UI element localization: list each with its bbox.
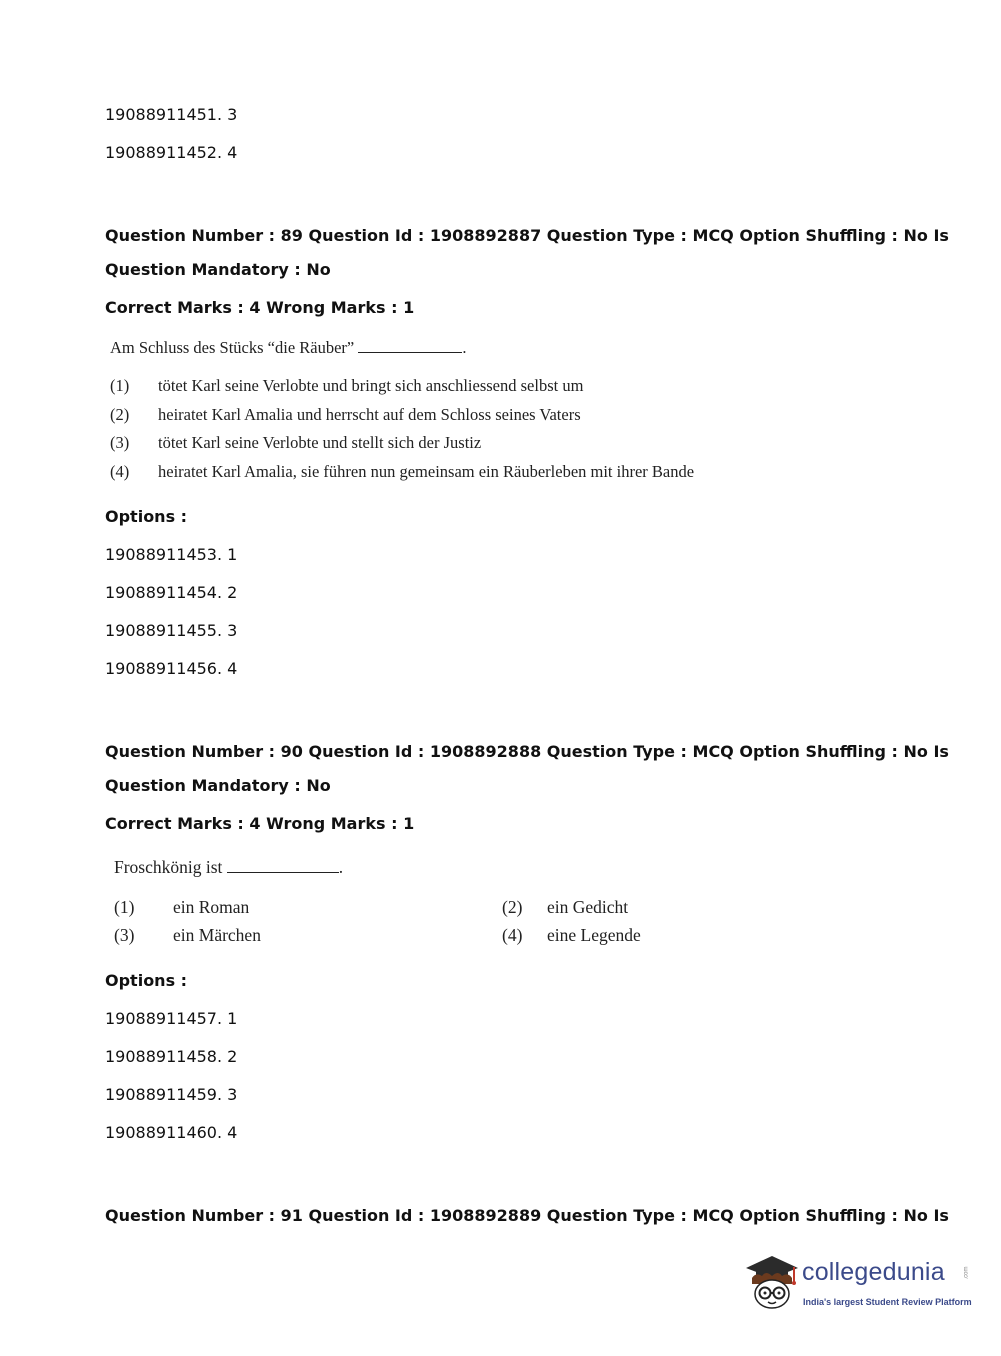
question-mandatory: Question Mandatory : No [105, 776, 331, 795]
stem-text: Am Schluss des Stücks “die Räuber” [110, 338, 355, 357]
choice-number: (3) [114, 925, 135, 945]
option-line: 19088911451. 3 [105, 105, 238, 124]
options-label: Options : [105, 507, 188, 526]
question-header: Question Number : 91 Question Id : 1908892889 Question Type : MCQ Option Shuffling : No Is [105, 1206, 949, 1225]
choice-number: (2) [110, 405, 130, 424]
logo-wordmark: collegedunia [802, 1258, 945, 1286]
choice-text: tötet Karl seine Verlobte und stellt sich der Justiz [158, 433, 482, 452]
answer-blank [358, 351, 462, 353]
options-label: Options : [105, 971, 188, 990]
question-header: Question Number : 90 Question Id : 1908892888 Question Type : MCQ Option Shuffling : No Is [105, 742, 949, 761]
option-line: 19088911455. 3 [105, 621, 238, 640]
option-line: 19088911456. 4 [105, 659, 238, 678]
choice-text: ein Gedicht [547, 897, 629, 917]
choice-text: heiratet Karl Amalia und herrscht auf dem Schloss seines Vaters [158, 405, 581, 424]
question-stem [110, 338, 467, 358]
choice-number: (4) [502, 925, 523, 945]
option-line: 19088911452. 4 [105, 143, 238, 162]
question-marks: Correct Marks : 4 Wrong Marks : 1 [105, 298, 415, 317]
option-line: 19088911457. 1 [105, 1009, 238, 1028]
choice-number: (2) [502, 897, 523, 917]
choice-text: eine Legende [547, 925, 641, 945]
option-line: 19088911458. 2 [105, 1047, 238, 1066]
option-line: 19088911459. 3 [105, 1085, 238, 1104]
answer-blank [227, 871, 339, 873]
stem-end: . [462, 338, 467, 357]
choice-text: heiratet Karl Amalia, sie führen nun gemeinsam ein Räuberleben mit ihrer Bande [158, 462, 695, 481]
question-stem [114, 857, 343, 878]
choice-number: (1) [114, 897, 135, 917]
choice-number: (3) [110, 433, 130, 452]
choice-text: tötet Karl seine Verlobte und bringt sich anschliessend selbst um [158, 376, 584, 395]
option-line: 19088911454. 2 [105, 583, 238, 602]
question-mandatory: Question Mandatory : No [105, 260, 331, 279]
choice-text: ein Roman [173, 897, 250, 917]
choice-number: (4) [110, 462, 130, 481]
stem-end: . [338, 857, 344, 877]
question-header: Question Number : 89 Question Id : 1908892887 Question Type : MCQ Option Shuffling : No Is [105, 226, 949, 245]
choice-text: ein Märchen [173, 925, 261, 945]
logo-domain: .com [963, 1266, 970, 1280]
collegedunia-logo [742, 1248, 972, 1318]
logo-tagline: India's largest Student Review Platform [803, 1297, 972, 1307]
choice-number: (1) [110, 376, 130, 395]
question-marks: Correct Marks : 4 Wrong Marks : 1 [105, 814, 415, 833]
mascot-icon [742, 1248, 802, 1318]
option-line: 19088911453. 1 [105, 545, 238, 564]
option-line: 19088911460. 4 [105, 1123, 238, 1142]
stem-text: Froschkönig ist [114, 857, 223, 877]
